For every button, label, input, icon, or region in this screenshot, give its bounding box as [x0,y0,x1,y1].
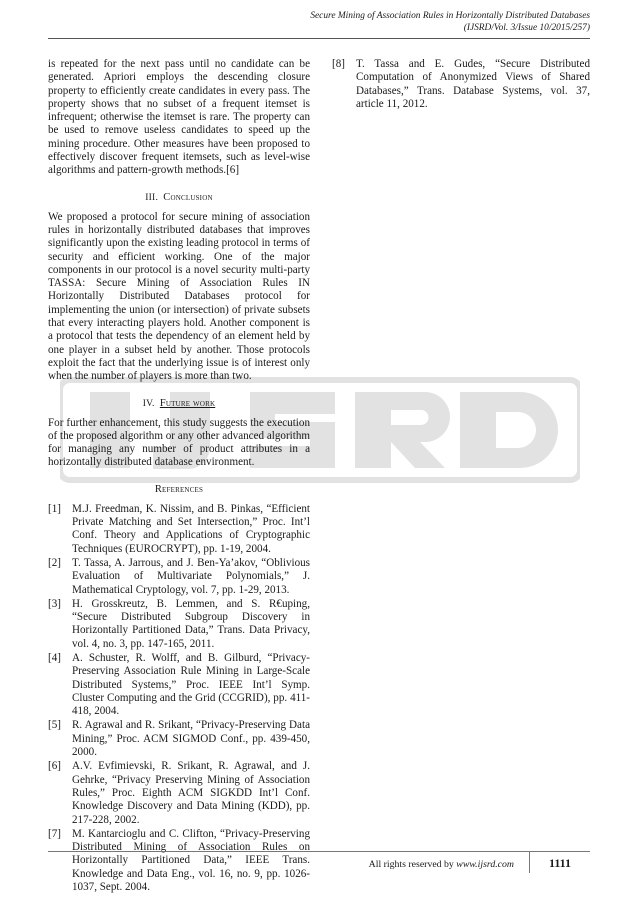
conclusion-number: III. [145,191,159,203]
page-footer [48,851,590,876]
future-work-paragraph: For further enhancement, this study suggests the execution of the proposed algorithm or any other advanced algorithm for managing any number of product attributes in a horizontally distributed database environment. [48,416,310,469]
references-title: References [154,483,204,495]
reference-list-left [48,503,310,895]
left-column [48,58,310,895]
conclusion-heading [48,192,310,203]
page-number: 1111 [529,851,590,873]
future-work-number: IV. [142,397,155,409]
reference-number: [8] [332,58,345,70]
header-title: Secure Mining of Association Rules in Horizontally Distributed Databases [310,11,590,21]
reference-text: A.V. Evfimievski, R. Srikant, R. Agrawal, and J. Gehrke, “Privacy Preserving Mining of Association Rules,” Proc. Eighth ACM SIGKDD Int’l Conf. Knowledge Discovery and Data Mining (KDD), pp. 217-228, 2002. [72,760,310,826]
footer-rights [369,859,514,870]
reference-text: T. Tassa and E. Gudes, “Secure Distributed Computation of Anonymized Views of Shared Databases,” Trans. Database Systems, vol. 37, article 11, 2012. [356,58,590,110]
reference-item [48,652,310,718]
header-citation: (IJSRD/Vol. 3/Issue 10/2015/257) [463,23,590,33]
conclusion-title: Conclusion [163,191,213,203]
conclusion-paragraph: We proposed a protocol for secure mining of association rules in horizontally distributed databases that improves significantly upon the existing leading protocol in terms of security and efficient working. One of the major components in our protocol is a novel security multi-party TASSA: Secure Mining of Association Rules IN Horizontally Distributed Databases protocol for implementing the union (or intersection) of private subsets that every interacting players hold. Another component is a protocol that tests the dependency of an element held by one player in a subset held by another. Those protocols exploit the fact that the underlying issue is of interest only when the number of players is more than two. [48,210,310,383]
rights-text: All rights reserved by [368,859,454,870]
running-header [310,10,590,34]
reference-text: A. Schuster, R. Wolff, and B. Gilburd, “Privacy-Preserving Association Rule Mining in Large-Scale Distributed Systems,” Proc. IEEE Int’l Symp. Cluster Computing and the Grid (CCGRID), pp. 411-418, 2004. [72,651,310,718]
future-work-heading [48,398,310,409]
reference-number: [4] [48,651,61,664]
reference-number: [6] [48,760,61,773]
reference-text: M.J. Freedman, K. Nissim, and B. Pinkas, “Efficient Private Matching and Set Intersection,” Proc. Int’l Conf. Theory and Applications of Cryptographic Techniques (EUROCRYPT), pp. 1-19, 2004. [72,502,310,555]
right-column [332,58,590,112]
reference-number: [5] [48,719,61,732]
reference-item [48,719,310,759]
intro-paragraph: is repeated for the next pass until no candidate can be generated. Apriori employs the descending closure property to efficiently create candidates in every pass. The property shows that no subset of a frequent itemset is infrequent; otherwise the itemset is rare. The property can be used to remove useless candidates to speed up the mining procedure. Other measures have been proposed to effectively discover frequent itemsets, such as level-wise algorithms and pattern-growth methods.[6] [48,58,310,177]
reference-text: H. Grosskreutz, B. Lemmen, and S. R€uping, “Secure Distributed Subgroup Discovery in Horizontally Partitioned Data,” Trans. Data Privacy, vol. 4, no. 3, pp. 147-165, 2011. [72,597,310,650]
reference-text: R. Agrawal and R. Srikant, “Privacy-Preserving Data Mining,” Proc. ACM SIGMOD Conf., pp. 439-450, 2000. [72,719,310,759]
reference-text: M. Kantarcioglu and C. Clifton, “Privacy-Preserving Distributed Mining of Association Rules on Horizontally Partitioned Data,” IEEE Trans. Knowledge and Data Eng., vol. 16, no. 9, pp. 1026-1037, Sept. 2004. [72,827,310,894]
reference-item [332,58,590,111]
journal-url-link[interactable]: www.ijsrd.com [456,859,514,870]
future-work-title: Future work [159,397,216,409]
reference-item [48,557,310,597]
reference-text: T. Tassa, A. Jarrous, and J. Ben-Ya’akov, “Oblivious Evaluation of Multivariate Polynomials,” J. Mathematical Cryptology, vol. 7, pp. 1-29, 2013. [72,556,310,596]
reference-number: [1] [48,502,61,515]
reference-list-right [332,58,590,111]
header-rule [48,38,590,39]
reference-number: [2] [48,556,61,569]
reference-number: [3] [48,597,61,610]
reference-number: [7] [48,827,61,840]
references-heading [48,484,310,495]
reference-item [48,760,310,826]
reference-item [48,503,310,556]
reference-item [48,598,310,651]
